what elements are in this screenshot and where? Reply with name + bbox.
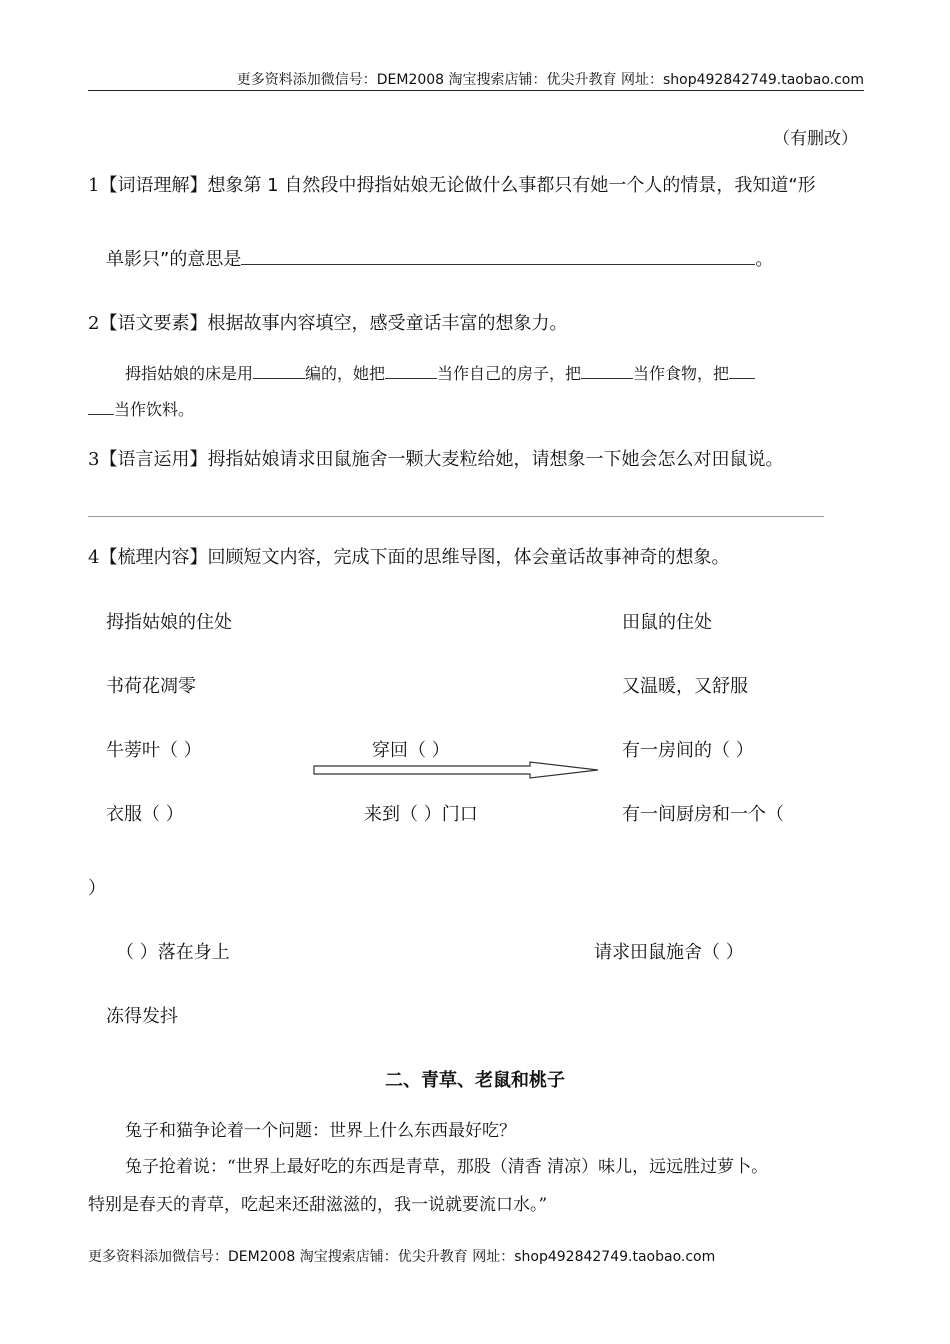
answer-end: 。 xyxy=(755,249,774,270)
source-note: （有删改） xyxy=(773,129,858,149)
fill-blank[interactable] xyxy=(581,364,633,379)
map-left-item: 书荷花凋零 xyxy=(106,676,196,697)
page-header: 更多资料添加微信号：DEM2008 淘宝搜索店铺：优尖升教育 网址：shop492842749.taobao.com xyxy=(88,70,864,91)
question-4 xyxy=(88,546,729,570)
question-text: 【梳理内容】回顾短文内容，完成下面的思维导图，体会童话故事神奇的想象。 xyxy=(99,547,730,568)
map-right-blank-item[interactable]: 有一房间的（ ） xyxy=(622,740,754,761)
answer-blank[interactable] xyxy=(241,248,755,265)
fill-text: 当作食物，把 xyxy=(633,364,730,383)
fill-blank[interactable] xyxy=(385,364,437,379)
map-right-blank-close: ） xyxy=(88,878,106,899)
paragraph: 兔子和猫争论着一个问题：世界上什么东西最好吃？ xyxy=(125,1121,516,1141)
map-mid-blank-item[interactable]: 穿回（ ） xyxy=(372,740,450,761)
question-1 xyxy=(88,174,816,198)
question-number: 2 xyxy=(88,313,100,334)
fill-text: 当作饮料。 xyxy=(114,400,195,419)
question-2 xyxy=(88,312,567,336)
map-left-title: 拇指姑娘的住处 xyxy=(106,612,232,633)
fill-text: 当作自己的房子，把 xyxy=(437,364,582,383)
fill-blank[interactable] xyxy=(253,364,305,379)
question-2-fill-cont xyxy=(88,398,194,422)
question-number: 4 xyxy=(88,547,100,568)
question-text: 【语文要素】根据故事内容填空，感受童话丰富的想象力。 xyxy=(99,313,568,334)
map-right-blank-item[interactable]: 有一间厨房和一个（ xyxy=(622,804,784,825)
question-number: 1 xyxy=(88,175,100,196)
map-left-blank-item[interactable]: （ ）落在身上 xyxy=(116,942,230,963)
map-mid-blank-item[interactable]: 来到（ ）门口 xyxy=(364,804,478,825)
question-text: 【词语理解】想象第 1 自然段中拇指姑娘无论做什么事都只有她一个人的情景，我知道“形 xyxy=(99,175,816,196)
map-right-item: 又温暖，又舒服 xyxy=(622,676,748,697)
map-left-item: 冻得发抖 xyxy=(106,1006,178,1027)
map-left-blank-item[interactable]: 牛蒡叶（ ） xyxy=(106,740,202,761)
question-1-answer xyxy=(106,248,773,272)
answer-prompt: 单影只”的意思是 xyxy=(106,249,242,270)
paragraph: 特别是春天的青草，吃起来还甜滋滋的，我一说就要流口水。” xyxy=(88,1195,548,1215)
paragraph: 兔子抢着说：“世界上最好吃的东西是青草，那股（清香 清凉）味儿，远远胜过萝卜。 xyxy=(125,1157,769,1177)
section-title: 二、青草、老鼠和桃子 xyxy=(385,1070,565,1091)
map-right-title: 田鼠的住处 xyxy=(622,612,712,633)
fill-text: 拇指姑娘的床是用 xyxy=(125,364,254,383)
answer-line[interactable] xyxy=(88,516,824,517)
right-arrow-icon xyxy=(312,760,602,780)
question-number: 3 xyxy=(88,449,100,470)
map-left-blank-item[interactable]: 衣服（ ） xyxy=(106,804,184,825)
question-text: 【语言运用】拇指姑娘请求田鼠施舍一颗大麦粒给她，请想象一下她会怎么对田鼠说。 xyxy=(99,449,784,470)
fill-blank[interactable] xyxy=(88,400,114,415)
question-2-fill xyxy=(125,362,755,386)
fill-blank[interactable] xyxy=(729,364,755,379)
fill-text: 编的，她把 xyxy=(305,364,386,383)
page-footer: 更多资料添加微信号：DEM2008 淘宝搜索店铺：优尖升教育 网址：shop492842749.taobao.com xyxy=(88,1249,716,1265)
map-right-blank-item[interactable]: 请求田鼠施舍（ ） xyxy=(594,942,744,963)
question-3 xyxy=(88,448,783,472)
